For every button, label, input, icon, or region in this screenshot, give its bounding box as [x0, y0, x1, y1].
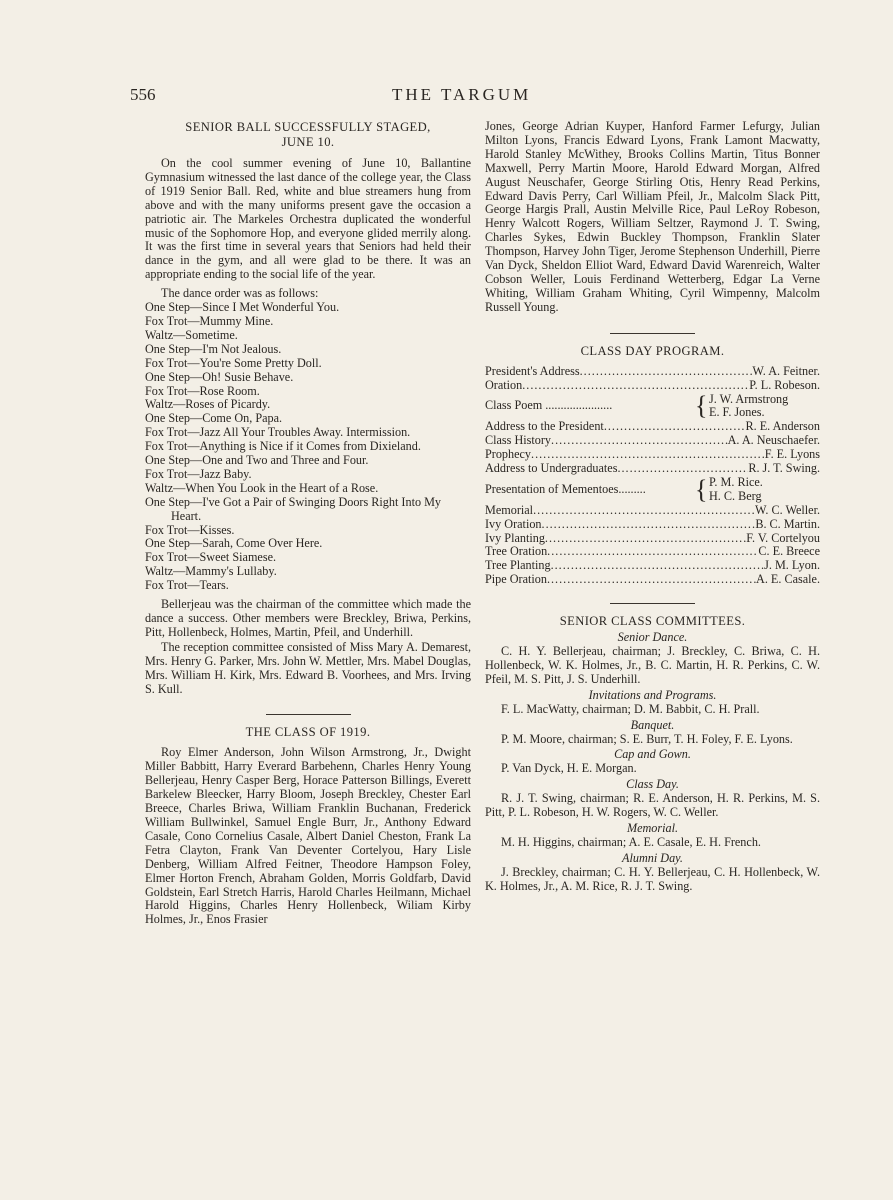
- dance-item: Fox Trot—You're Some Pretty Doll.: [145, 355, 322, 370]
- dot-leader: [545, 532, 746, 546]
- dot-leader: [580, 365, 753, 379]
- program-row: [485, 504, 820, 518]
- dot-leader: [604, 420, 746, 434]
- program-speaker: B. C. Martin.: [755, 517, 820, 531]
- dance-item: Waltz—Mammy's Lullaby.: [145, 564, 277, 579]
- class-names-part1: Roy Elmer Anderson, John Wilson Armstrong, Jr., Dwight Miller Babbitt, Harry Everard Barbehenn, Charles Henry Young Bellerjeau, Henry Casper Berg, Horace Patterson Billings, Everett Barkelew Bleecker, Harry Bloom, Joseph Breckley, Chester Earl Breece, Charles Briwa, William Franklin Buchanan, Frederick William Bullwinkel, Samuel Engle Burr, Jr., Anthony Edward Casale, Cono Cornelius Casale, Albert Daniel Cheston, Frank La Fetra Clayton, Frank Van Deventer Cortelyou, Hary Lisle Denberg, William Alfred Feitner, Theodore Hampson Foley, Elmer Horton French, Abraham Golden, Morris Goldfarb, David Goldstein, Earl Stretch Harris, Harold Charles Heilmann, Michael Harold Higgins, Charles Henry Hollenbeck, Wiliam Kirby Holmes, Jr., Enos Frasier: [145, 745, 471, 927]
- program-item: Ivy Oration: [485, 517, 542, 531]
- program-speaker: A. A. Neuschaefer.: [727, 434, 820, 448]
- committee-heading: Banquet.: [630, 717, 675, 732]
- dance-item: Waltz—Sometime.: [145, 327, 238, 342]
- dance-item: Waltz—Roses of Picardy.: [145, 397, 271, 412]
- dance-order-intro: The dance order was as follows:: [161, 286, 319, 301]
- program-row: [485, 476, 820, 504]
- program-item: President's Address: [485, 364, 580, 378]
- program-item: Tree Oration: [485, 545, 548, 559]
- program-item: Address to the President: [485, 420, 604, 434]
- dance-item: One Step—I'm Not Jealous.: [145, 341, 282, 356]
- dot-leader: [542, 518, 756, 532]
- program-row: [485, 379, 820, 393]
- committee-heading: Memorial.: [626, 820, 679, 835]
- committee-heading: Class Day.: [626, 777, 679, 792]
- committee-heading: Cap and Gown.: [614, 747, 691, 762]
- program-speaker: C. E. Breece: [758, 545, 820, 559]
- program-item: Address to Undergraduates: [485, 462, 618, 476]
- program-row: [485, 462, 820, 476]
- committee-heading: Invitations and Programs.: [588, 687, 717, 702]
- committee-members: J. Breckley, chairman; C. H. Y. Bellerjeau, C. H. Hollenbeck, W. K. Holmes, Jr., A. M. Rice, R. J. T. Swing.: [485, 864, 820, 893]
- program-item: Prophecy: [485, 448, 532, 462]
- program-speaker: J. W. Armstrong: [709, 391, 789, 406]
- class-day-program-title: CLASS DAY PROGRAM.: [580, 343, 725, 358]
- dance-item: One Step—Since I Met Wonderful You.: [145, 300, 340, 315]
- dance-order-list: [145, 301, 471, 593]
- senior-ball-title-line2: JUNE 10.: [281, 135, 335, 149]
- program-item: Memorial: [485, 503, 534, 517]
- program-speaker: R. J. T. Swing.: [748, 462, 820, 476]
- program-row: [485, 365, 820, 379]
- program-item: Presentation of Mementoes.........: [485, 482, 646, 496]
- committee-members: C. H. Y. Bellerjeau, chairman; J. Breckley, C. Briwa, C. H. Hollenbeck, W. K. Holmes, Jr., B. C. Martin, H. R. Perkins, C. W. Pfeil, M. S. Pitt, J. S. Underhill.: [485, 644, 820, 686]
- reception-paragraph: The reception committee consisted of Miss Mary A. Demarest, Mrs. Henry G. Parker, Mrs. John W. Mettler, Mrs. Mabel Douglas, Mrs. William H. Kirk, Mrs. Edward B. Voorhees, and Mrs. Irving S. Kull.: [145, 639, 471, 696]
- program-item: Pipe Oration: [485, 573, 547, 587]
- dance-item: One Step—Come On, Papa.: [145, 411, 283, 426]
- section-divider: [610, 603, 695, 604]
- dance-item: Fox Trot—Sweet Siamese.: [145, 550, 277, 565]
- class-of-1919-title: THE CLASS OF 1919.: [245, 725, 371, 740]
- committee-members: P. M. Moore, chairman; S. E. Burr, T. H. Foley, F. E. Lyons.: [501, 731, 793, 746]
- program-speaker: H. C. Berg: [709, 488, 762, 503]
- dot-leader: [533, 504, 755, 518]
- program-speaker: P. M. Rice.: [709, 474, 763, 489]
- dot-leader: [617, 462, 748, 476]
- program-row: [485, 434, 820, 448]
- program-speaker: A. E. Casale.: [756, 573, 820, 587]
- program-speaker: F. V. Cortelyou: [746, 531, 820, 545]
- program-row: [485, 518, 820, 532]
- section-divider: [266, 714, 351, 715]
- program-speakers: [709, 393, 820, 421]
- committee-members: P. Van Dyck, H. E. Morgan.: [501, 761, 637, 776]
- section-divider: [610, 333, 695, 334]
- program-speaker: W. A. Feitner.: [752, 364, 820, 378]
- dance-item: Fox Trot—Rose Room.: [145, 383, 260, 398]
- program-speakers: [709, 476, 820, 504]
- page-number: 556: [130, 85, 156, 104]
- dot-leader: [547, 545, 758, 559]
- committee-members: R. J. T. Swing, chairman; R. E. Anderson, H. R. Perkins, M. S. Pitt, P. L. Robeson, H. W. Rogers, W. C. Weller.: [485, 791, 820, 820]
- dance-item: Waltz—When You Look in the Heart of a Rose.: [145, 480, 379, 495]
- program-item: Class Poem ......................: [485, 399, 613, 413]
- program-item: Tree Planting: [485, 559, 551, 573]
- dot-leader: [547, 573, 756, 587]
- dance-item: Fox Trot—Tears.: [145, 578, 229, 593]
- committee-heading: Alumni Day.: [622, 850, 683, 865]
- dance-item: One Step—One and Two and Three and Four.: [145, 453, 369, 468]
- brace-symbol: {: [695, 474, 708, 504]
- page-header: [130, 85, 820, 109]
- program-row: [485, 559, 820, 573]
- dance-item: Fox Trot—Jazz All Your Troubles Away. Intermission.: [145, 425, 411, 440]
- committee-paragraph: Bellerjeau was the chairman of the committee which made the dance a success. Other members were Breckley, Briwa, Perkins, Pitt, Hollenbeck, Holmes, Martin, Pfeil, and Underhill.: [145, 597, 471, 639]
- dot-leader: [531, 448, 765, 462]
- dot-leader: [551, 559, 765, 573]
- dance-item: One Step—I've Got a Pair of Swinging Doors Right Into My Heart.: [145, 494, 442, 523]
- left-column: [145, 120, 471, 927]
- program-speaker: W. C. Weller.: [754, 503, 820, 517]
- program-speaker: J. M. Lyon.: [764, 559, 820, 573]
- dance-item: Fox Trot—Kisses.: [145, 522, 235, 537]
- program-speaker: F. E. Lyons: [764, 448, 820, 462]
- class-day-program-list: [485, 365, 820, 588]
- program-speaker: E. F. Jones.: [709, 405, 765, 420]
- program-row: [485, 448, 820, 462]
- dance-item: One Step—Sarah, Come Over Here.: [145, 536, 323, 551]
- dance-item: Fox Trot—Anything is Nice if it Comes from Dixieland.: [145, 439, 421, 454]
- committee-members: M. H. Higgins, chairman; A. E. Casale, E. H. French.: [501, 834, 761, 849]
- senior-ball-title-line1: SENIOR BALL SUCCESSFULLY STAGED,: [185, 120, 431, 134]
- program-item: Class History: [485, 434, 552, 448]
- class-names-part2: Jones, George Adrian Kuyper, Hanford Farmer Lefurgy, Julian Milton Lyons, Francis Edward Lyons, Frank Lamont Macwatty, Harold Stanley McWithey, Brooks Collins Martin, Titus Bonner Maxwell, Perry Martin Moore, Harold Edward Morgan, Alfred August Neuschafer, George Stirling Otis, Henry Read Perkins, Edward Davis Perry, Carl William Pfeil, Jr., Malcolm Slack Pitt, George Hargis Prall, Austin Melville Rice, Paul LeRoy Robeson, Henry Walcott Rogers, William Seltzer, Raymond J. T. Swing, Charles Sykes, Edwin Buckley Thompson, Franklin Slater Thompson, Harvey John Tiger, Jerome Stephenson Underhill, Pierre Van Dyck, Sheldon Elliot Ward, Edward David Warenreich, Walter Cobson Weller, Louis Ferdinand Wetterberg, Edgar La Verne Whiting, William Graham Whiting, Cyril Wimpenny, Malcolm Russell Young.: [485, 119, 820, 314]
- program-row: [485, 420, 820, 434]
- dance-item: Fox Trot—Mummy Mine.: [145, 313, 274, 328]
- dance-item: Fox Trot—Jazz Baby.: [145, 466, 252, 481]
- program-row: [485, 573, 820, 587]
- committee-members: F. L. MacWatty, chairman; D. M. Babbit, C. H. Prall.: [501, 701, 760, 716]
- committees-title: SENIOR CLASS COMMITTEES.: [559, 614, 746, 629]
- program-row: [485, 532, 820, 546]
- dot-leader: [522, 379, 749, 393]
- right-column: [485, 120, 820, 894]
- program-speaker: R. E. Anderson: [745, 420, 820, 434]
- program-row: [485, 393, 820, 421]
- program-item: Oration: [485, 378, 523, 392]
- dot-leader: [551, 434, 728, 448]
- brace-symbol: {: [695, 391, 708, 421]
- senior-ball-paragraph: On the cool summer evening of June 10, Ballantine Gymnasium witnessed the last dance of the college year, the Class of 1919 Senior Ball. Red, white and blue streamers hung from above and with the many uniforms present gave the occasion a patriotic air. The Markeles Orchestra duplicated the wonderful music of the Sophomore Hop, and everyone glided merrily along. It was the first time in several years that Seniors had held their dance in the gym, and all were glad to be there. It was an appropriate ending to the social life of the year.: [145, 156, 471, 282]
- running-title: THE TARGUM: [392, 85, 532, 104]
- committee-heading: Senior Dance.: [617, 630, 688, 645]
- program-speaker: P. L. Robeson.: [749, 378, 820, 392]
- dance-item: One Step—Oh! Susie Behave.: [145, 369, 294, 384]
- program-item: Ivy Planting: [485, 531, 545, 545]
- program-row: [485, 545, 820, 559]
